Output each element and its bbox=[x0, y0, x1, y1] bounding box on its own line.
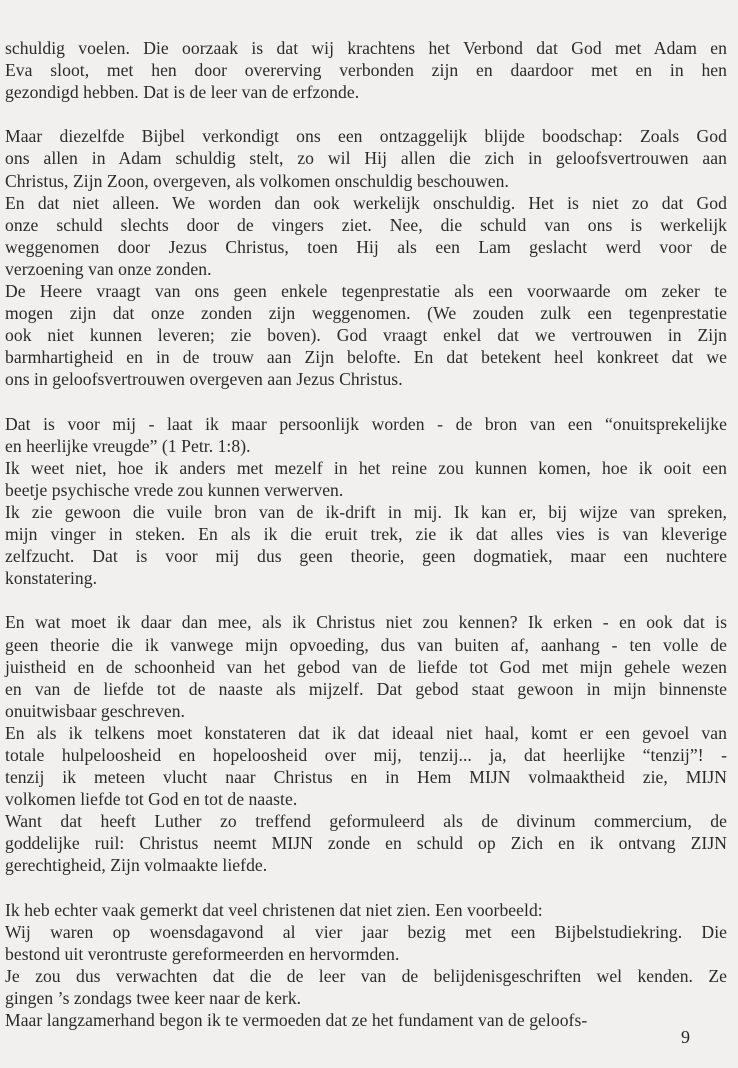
paragraph-gap bbox=[5, 391, 727, 413]
text-line: gezondigd hebben. Dat is de leer van de erfzonde. bbox=[5, 82, 360, 103]
text-line: en heerlijke vreugde” (1 Petr. 1:8). bbox=[5, 435, 251, 456]
text-line: volkomen liefde tot God en tot de naaste. bbox=[5, 789, 298, 810]
text-line: en van de liefde tot de naaste als mijzelf. Dat gebod staat gewoon in mijn binnenste bbox=[5, 678, 727, 699]
paragraph bbox=[5, 501, 727, 589]
paragraph bbox=[5, 192, 727, 280]
text-line: De Heere vraagt van ons geen enkele tegenprestatie als een voorwaarde om zeker te bbox=[5, 281, 727, 302]
text-line: barmhartigheid en in de trouw aan Zijn belofte. En dat betekent heel konkreet dat we bbox=[5, 347, 727, 368]
text-line: ons allen in Adam schuldig stelt, zo wil Hij allen die zich in geloofsvertrouwen aan bbox=[5, 148, 727, 169]
text-line: geen theorie die ik vanwege mijn opvoeding, dus van buiten af, aanhang - ten volle de bbox=[5, 634, 727, 655]
paragraph bbox=[5, 611, 727, 721]
text-line: gerechtigheid, Zijn volmaakte liefde. bbox=[5, 855, 268, 876]
text-line: bestond uit verontruste gereformeerden en hervormden. bbox=[5, 943, 400, 964]
text-line: totale hulpeloosheid en hopeloosheid over mij, tenzij... ja, dat heerlijke “tenzij”! - bbox=[5, 745, 727, 765]
paragraph-gap bbox=[5, 877, 727, 899]
text-line: beetje psychische vrede zou kunnen verwerven. bbox=[5, 479, 344, 500]
text-line: gingen ’s zondags twee keer naar de kerk. bbox=[5, 988, 302, 1009]
text-line: Ik weet niet, hoe ik anders met mezelf in het reine zou kunnen komen, hoe ik ooit een bbox=[5, 457, 727, 478]
paragraph bbox=[5, 457, 727, 501]
text-line: schuldig voelen. Die oorzaak is dat wij krachtens het Verbond dat God met Adam en bbox=[5, 38, 727, 58]
paragraph bbox=[5, 280, 727, 390]
text-line: onze schuld slechts door de vingers ziet. Nee, die schuld van ons is werkelijk bbox=[5, 214, 727, 235]
paragraph bbox=[5, 899, 727, 921]
text-line: Want dat heeft Luther zo treffend geformuleerd als de divinum commercium, de bbox=[5, 811, 727, 832]
text-line: En wat moet ik daar dan mee, als ik Christus niet zou kennen? Ik erken - en ook dat is bbox=[5, 612, 727, 633]
text-line: ons in geloofsvertrouwen overgeven aan Jezus Christus. bbox=[5, 369, 403, 390]
text-line: Ik zie gewoon die vuile bron van de ik-drift in mij. Ik kan er, bij wijze van spreken, bbox=[5, 501, 727, 522]
paragraph bbox=[5, 413, 727, 457]
text-line: tenzij ik meteen vlucht naar Christus en in Hem MIJN volmaaktheid zie, MIJN bbox=[5, 767, 727, 788]
paragraph bbox=[5, 1009, 727, 1031]
text-line: Je zou dus verwachten dat die de leer van de belijdenisgeschriften wel kenden. Ze bbox=[5, 965, 727, 986]
text-line: zelfzucht. Dat is voor mij dus geen theorie, geen dogmatiek, maar een nuchtere bbox=[5, 546, 727, 567]
text-line: Ik heb echter vaak gemerkt dat veel christenen dat niet zien. Een voorbeeld: bbox=[5, 899, 543, 920]
paragraph-gap bbox=[5, 103, 727, 125]
text-line: Dat is voor mij - laat ik maar persoonlijk worden - de bron van een “onuitsprekelijke bbox=[5, 413, 727, 434]
text-line: mogen zijn dat onze zonden zijn weggenomen. (We zouden zulk een tegenprestatie bbox=[5, 303, 727, 324]
text-line: Maar langzamerhand begon ik te vermoeden dat ze het fundament van de geloofs- bbox=[5, 1010, 588, 1031]
text-line: Wij waren op woensdagavond al vier jaar bezig met een Bijbelstudiekring. Die bbox=[5, 921, 727, 942]
text-line: En dat niet alleen. We worden dan ook werkelijk onschuldig. Het is niet zo dat God bbox=[5, 192, 727, 213]
text-line: weggenomen door Jezus Christus, toen Hij als een Lam geslacht werd voor de bbox=[5, 236, 727, 257]
text-line: konstatering. bbox=[5, 568, 98, 589]
text-line: En als ik telkens moet konstateren dat ik dat ideaal niet haal, komt er een gevoel van bbox=[5, 722, 727, 743]
text-line: Christus, Zijn Zoon, overgeven, als volkomen onschuldig beschouwen. bbox=[5, 170, 509, 191]
text-line: Eva sloot, met hen door overerving verbonden zijn en daardoor met en in hen bbox=[5, 60, 727, 81]
paragraph-gap bbox=[5, 589, 727, 611]
paragraph bbox=[5, 125, 727, 191]
text-line: goddelijke ruil: Christus neemt MIJN zonde en schuld op Zich en ik ontvang ZIJN bbox=[5, 833, 727, 854]
page-number: 9 bbox=[681, 1027, 690, 1047]
text-line: juistheid en de schoonheid van het gebod van de liefde tot God met mijn gehele wezen bbox=[5, 656, 727, 677]
paragraph bbox=[5, 722, 727, 810]
body-text bbox=[5, 37, 727, 1031]
text-line: verzoening van onze zonden. bbox=[5, 258, 212, 279]
paragraph bbox=[5, 810, 727, 876]
text-line: onuitwisbaar geschreven. bbox=[5, 700, 186, 721]
text-line: ook niet kunnen leveren; zie boven). God vraagt enkel dat we vertrouwen in Zijn bbox=[5, 325, 727, 346]
paragraph bbox=[5, 921, 727, 965]
text-line: Maar diezelfde Bijbel verkondigt ons een ontzaggelijk blijde boodschap: Zoals God bbox=[5, 126, 727, 147]
paragraph bbox=[5, 37, 727, 103]
paragraph bbox=[5, 965, 727, 1009]
text-line: mijn vinger in steken. En als ik die eruit trek, zie ik dat alles vies is van kleverige bbox=[5, 524, 727, 545]
